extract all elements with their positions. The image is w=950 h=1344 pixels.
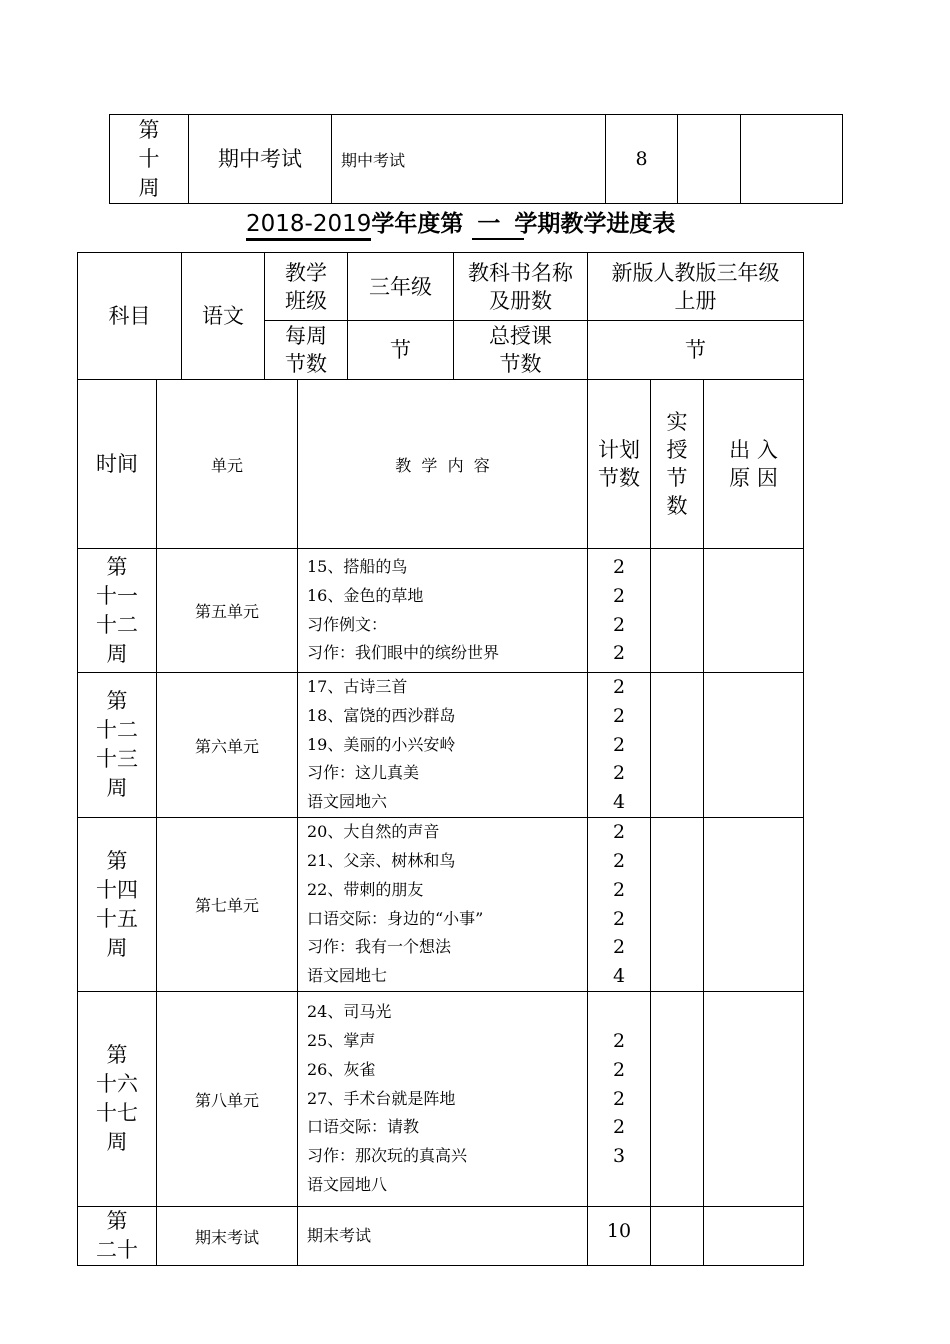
title-year: 2018-2019 — [246, 211, 372, 237]
textbook-label: 教科书名称 及册数 — [454, 253, 588, 321]
schedule-table — [77, 379, 804, 1266]
col-planned-header: 计划 节数 — [588, 380, 651, 549]
table-row — [78, 673, 804, 818]
unit-cell: 第六单元 — [157, 673, 298, 818]
header-info-table — [77, 252, 804, 380]
weekly-label: 每周 节数 — [265, 321, 348, 380]
actual-cell — [651, 549, 704, 673]
subject-label: 科目 — [78, 253, 182, 380]
planned-cell: 2 2 2 2 3 — [588, 992, 651, 1207]
planned-cell: 2 2 2 2 — [588, 549, 651, 673]
table-row — [78, 1207, 804, 1266]
top-actual-cell — [678, 115, 741, 204]
reason-cell — [704, 992, 804, 1207]
content-cell: 20、大自然的声音 21、父亲、树林和鸟 22、带刺的朋友 口语交际：身边的“小事” 习作：我有一个想法 语文园地七 — [298, 818, 588, 992]
actual-cell — [651, 992, 704, 1207]
week-cell: 第 十四 十五 周 — [78, 818, 157, 992]
top-week-cell: 第 十 周 — [110, 115, 189, 204]
title-term: 一 — [477, 211, 501, 237]
table-row — [78, 992, 804, 1207]
top-planned-cell: 8 — [606, 115, 678, 204]
planned-cell: 10 — [588, 1207, 651, 1266]
reason-cell — [704, 1207, 804, 1266]
reason-cell — [704, 818, 804, 992]
title-term-underline — [472, 238, 524, 240]
table-row — [78, 549, 804, 673]
reason-cell — [704, 549, 804, 673]
unit-cell: 第五单元 — [157, 549, 298, 673]
week-cell: 第 二十 — [78, 1207, 157, 1266]
unit-cell: 第七单元 — [157, 818, 298, 992]
total-value: 节 — [588, 321, 804, 380]
actual-cell — [651, 1207, 704, 1266]
unit-cell: 期末考试 — [157, 1207, 298, 1266]
planned-cell: 2 2 2 2 2 4 — [588, 818, 651, 992]
textbook-value: 新版人教版三年级 上册 — [588, 253, 804, 321]
total-label: 总授课 节数 — [454, 321, 588, 380]
week-cell: 第 十一 十二 周 — [78, 549, 157, 673]
planned-cell: 2 2 2 2 4 — [588, 673, 651, 818]
class-value: 三年级 — [348, 253, 454, 321]
reason-cell — [704, 673, 804, 818]
week-cell: 第 十六 十七 周 — [78, 992, 157, 1207]
content-cell: 15、搭船的鸟 16、金色的草地 习作例文： 习作：我们眼中的缤纷世界 — [298, 549, 588, 673]
week-cell: 第 十二 十三 周 — [78, 673, 157, 818]
page-title — [246, 205, 726, 241]
actual-cell — [651, 818, 704, 992]
class-label: 教学 班级 — [265, 253, 348, 321]
title-part1: 学年度第 — [371, 211, 464, 237]
col-time-header: 时间 — [78, 380, 157, 549]
subject-value: 语文 — [182, 253, 265, 380]
col-reason-header: 出 入 原 因 — [704, 380, 804, 549]
col-content-header: 教 学 内 容 — [298, 380, 588, 549]
title-part2: 学期教学进度表 — [514, 211, 676, 237]
title-year-underline — [246, 238, 371, 241]
top-continuation-table — [109, 114, 843, 204]
content-cell: 期末考试 — [298, 1207, 588, 1266]
weekly-value: 节 — [348, 321, 454, 380]
content-cell: 17、古诗三首 18、富饶的西沙群岛 19、美丽的小兴安岭 习作：这儿真美 语文园地六 — [298, 673, 588, 818]
col-unit-header: 单元 — [157, 380, 298, 549]
unit-cell: 第八单元 — [157, 992, 298, 1207]
col-actual-header: 实 授 节 数 — [651, 380, 704, 549]
top-content-cell: 期中考试 — [332, 115, 606, 204]
top-reason-cell — [741, 115, 843, 204]
actual-cell — [651, 673, 704, 818]
table-row — [78, 818, 804, 992]
content-cell: 24、司马光 25、掌声 26、灰雀 27、手术台就是阵地 口语交际：请教 习作：那次玩的真高兴 语文园地八 — [298, 992, 588, 1207]
top-unit-cell: 期中考试 — [189, 115, 332, 204]
